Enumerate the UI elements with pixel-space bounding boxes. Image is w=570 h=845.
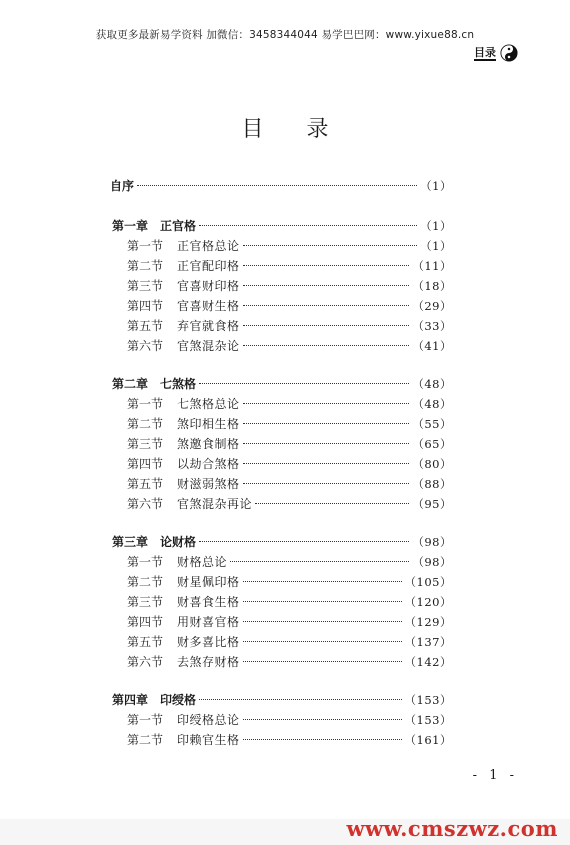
chapter-title: 印绶格 <box>160 693 197 707</box>
toc-section-row <box>127 436 452 452</box>
toc-section-row <box>127 258 452 274</box>
dot-leader <box>243 443 410 444</box>
page-ref: （129） <box>404 615 452 629</box>
page-ref: （120） <box>404 595 452 609</box>
section-number: 第三节 <box>127 595 164 609</box>
section-number: 第四节 <box>127 457 164 471</box>
dot-leader <box>243 403 410 404</box>
section-title: 财星佩印格 <box>177 575 240 589</box>
section-title: 官煞混杂论 <box>177 339 240 353</box>
page-ref: （153） <box>404 713 452 727</box>
top-banner: 获取更多最新易学资料 加微信：3458344044 易学巴巴网：www.yixue88.cn <box>95 29 475 41</box>
page-ref: （105） <box>404 575 452 589</box>
dot-leader <box>243 661 402 662</box>
page-ref: （33） <box>412 319 452 333</box>
section-title: 印绶格总论 <box>177 713 240 727</box>
dot-leader <box>243 739 402 740</box>
toc-chapter-row <box>112 692 452 708</box>
section-number: 第三节 <box>127 437 164 451</box>
section-number: 第二节 <box>127 417 164 431</box>
toc-section-row <box>127 396 452 412</box>
section-title: 官喜财印格 <box>177 279 240 293</box>
dot-leader <box>243 463 410 464</box>
section-number: 第六节 <box>127 339 164 353</box>
section-number: 第一节 <box>127 555 164 569</box>
dot-leader <box>243 345 410 346</box>
toc-section-row <box>127 554 452 570</box>
chapter-title: 论财格 <box>160 535 197 549</box>
section-title: 印赖官生格 <box>177 733 240 747</box>
dot-leader <box>243 719 402 720</box>
section-title: 用财喜官格 <box>177 615 240 629</box>
page-ref: （88） <box>412 477 452 491</box>
page-number: - 1 - <box>472 768 518 783</box>
section-title: 去煞存财格 <box>177 655 240 669</box>
chapter-title: 七煞格 <box>160 377 197 391</box>
dot-leader <box>199 383 409 384</box>
page-ref: （1） <box>420 239 452 253</box>
toc-chapter-row <box>112 376 452 392</box>
toc-section-row <box>127 634 452 650</box>
dot-leader <box>243 641 402 642</box>
page-ref: （161） <box>404 733 452 747</box>
chapter-number: 第四章 <box>112 693 149 707</box>
page-ref: （153） <box>404 693 452 707</box>
section-title: 财滋弱煞格 <box>177 477 240 491</box>
toc-chapter-row <box>112 218 452 234</box>
running-header <box>474 44 518 62</box>
toc-section-row <box>127 496 452 512</box>
preface-title: 自序 <box>110 179 135 193</box>
toc-section-row <box>127 594 452 610</box>
page-ref: （95） <box>412 497 452 511</box>
toc-section-row <box>127 574 452 590</box>
section-number: 第五节 <box>127 477 164 491</box>
section-title: 七煞格总论 <box>177 397 240 411</box>
section-title: 正官配印格 <box>177 259 240 273</box>
chapter-number: 第一章 <box>112 219 149 233</box>
section-number: 第二节 <box>127 733 164 747</box>
dot-leader <box>243 305 410 306</box>
dot-leader <box>243 325 410 326</box>
page-ref: （142） <box>404 655 452 669</box>
toc-section-row <box>127 476 452 492</box>
toc-section-row <box>127 654 452 670</box>
toc-section-row <box>127 614 452 630</box>
section-number: 第一节 <box>127 713 164 727</box>
page-ref: （48） <box>412 377 452 391</box>
page-ref: （48） <box>412 397 452 411</box>
toc-section-row <box>127 318 452 334</box>
page-ref: （98） <box>412 535 452 549</box>
page-ref: （98） <box>412 555 452 569</box>
watermark: www.cmszwz.com <box>346 816 558 841</box>
toc-preface-row <box>110 178 452 194</box>
section-number: 第五节 <box>127 635 164 649</box>
page-ref: （65） <box>412 437 452 451</box>
section-title: 正官格总论 <box>177 239 240 253</box>
toc-section-row <box>127 238 452 254</box>
section-number: 第三节 <box>127 279 164 293</box>
dot-leader <box>255 503 409 504</box>
page-ref: （137） <box>404 635 452 649</box>
section-number: 第一节 <box>127 397 164 411</box>
dot-leader <box>199 699 402 700</box>
page-ref: （41） <box>412 339 452 353</box>
dot-leader <box>199 541 409 542</box>
toc-section-row <box>127 338 452 354</box>
section-number: 第四节 <box>127 615 164 629</box>
section-title: 财格总论 <box>177 555 228 569</box>
page-ref: （11） <box>412 259 452 273</box>
page-ref: （1） <box>420 219 452 233</box>
chapter-number: 第二章 <box>112 377 149 391</box>
dot-leader <box>199 225 417 226</box>
page-title: 目 录 <box>241 117 347 142</box>
section-title: 煞邀食制格 <box>177 437 240 451</box>
dot-leader <box>230 561 409 562</box>
chapter-number: 第三章 <box>112 535 149 549</box>
dot-leader <box>243 601 402 602</box>
section-title: 以劫合煞格 <box>177 457 240 471</box>
toc-chapter-row <box>112 534 452 550</box>
dot-leader <box>243 621 402 622</box>
section-title: 官煞混杂再论 <box>177 497 253 511</box>
toc-section-row <box>127 732 452 748</box>
yin-yang-icon <box>500 44 518 62</box>
dot-leader <box>243 423 410 424</box>
toc-section-row <box>127 298 452 314</box>
toc-section-row <box>127 278 452 294</box>
chapter-title: 正官格 <box>160 219 197 233</box>
section-number: 第六节 <box>127 655 164 669</box>
dot-leader <box>243 265 410 266</box>
section-number: 第六节 <box>127 497 164 511</box>
page-ref: （80） <box>412 457 452 471</box>
section-number: 第四节 <box>127 299 164 313</box>
page-ref: （18） <box>412 279 452 293</box>
dot-leader <box>243 483 410 484</box>
toc-section-row <box>127 416 452 432</box>
section-title: 财多喜比格 <box>177 635 240 649</box>
page-ref: （29） <box>412 299 452 313</box>
section-title: 弃官就食格 <box>177 319 240 333</box>
section-number: 第二节 <box>127 259 164 273</box>
dot-leader <box>243 245 418 246</box>
section-number: 第二节 <box>127 575 164 589</box>
dot-leader <box>137 185 417 186</box>
dot-leader <box>243 581 402 582</box>
page-ref: （55） <box>412 417 452 431</box>
dot-leader <box>243 285 410 286</box>
section-title: 煞印相生格 <box>177 417 240 431</box>
toc-section-row <box>127 456 452 472</box>
section-title: 财喜食生格 <box>177 595 240 609</box>
header-label: 目录 <box>474 45 496 59</box>
page-ref: （1） <box>420 179 452 193</box>
section-number: 第五节 <box>127 319 164 333</box>
section-title: 官喜财生格 <box>177 299 240 313</box>
section-number: 第一节 <box>127 239 164 253</box>
toc-section-row <box>127 712 452 728</box>
